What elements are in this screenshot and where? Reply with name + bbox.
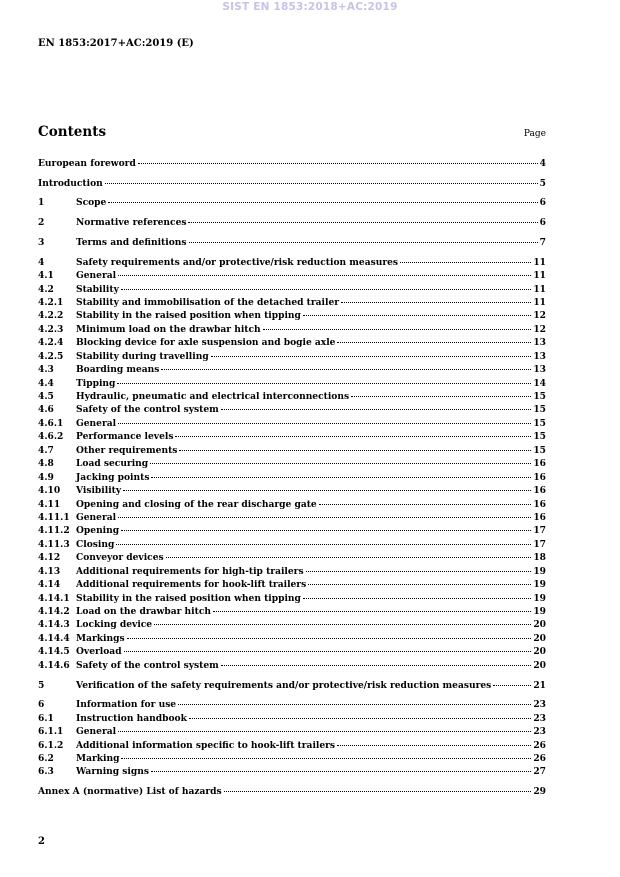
toc-entry-page: 15 <box>533 391 546 403</box>
toc-entry-number: 4.14.6 <box>38 659 70 671</box>
toc-entry-title: Opening <box>76 525 120 537</box>
toc-entry[interactable] <box>38 645 546 658</box>
toc-entry-title: Safety of the control system <box>76 659 219 671</box>
toc-dot-leader <box>493 685 531 686</box>
toc-entry-page: 6 <box>539 197 546 209</box>
toc-entry-page: 29 <box>533 786 546 798</box>
toc-dot-leader <box>123 490 531 491</box>
toc-entry-page: 21 <box>533 679 546 691</box>
toc-entry-page: 11 <box>533 283 546 295</box>
toc-entry[interactable] <box>38 236 546 249</box>
toc-entry[interactable] <box>38 157 546 170</box>
toc-entry[interactable] <box>38 323 546 336</box>
toc-entry-title: Stability and immobilisation of the detached trailer <box>76 296 340 308</box>
toc-dot-leader <box>303 598 531 599</box>
toc-entry[interactable] <box>38 739 546 752</box>
table-of-contents <box>38 157 546 799</box>
toc-entry[interactable] <box>38 785 546 798</box>
toc-entry-number: 4.10 <box>38 485 61 497</box>
toc-entry-page: 15 <box>533 444 546 456</box>
toc-entry[interactable] <box>38 390 546 403</box>
toc-entry-page: 12 <box>533 310 546 322</box>
toc-entry-page: 18 <box>533 552 546 564</box>
toc-entry-page: 7 <box>539 236 546 248</box>
toc-entry-page: 16 <box>533 498 546 510</box>
toc-dot-leader <box>221 409 532 410</box>
toc-entry-number: 4.14 <box>38 579 61 591</box>
toc-entry-number: 4.12 <box>38 552 61 564</box>
toc-entry-number: 4.6.1 <box>38 417 64 429</box>
toc-dot-leader <box>175 436 531 437</box>
toc-entry-number: 4.7 <box>38 444 54 456</box>
toc-entry-page: 26 <box>533 753 546 765</box>
toc-entry-title: Jacking points <box>76 471 150 483</box>
toc-entry-number: 4.2.1 <box>38 296 64 308</box>
toc-entry-number: 4.11.2 <box>38 525 70 537</box>
toc-entry-number: 4.14.2 <box>38 606 70 618</box>
toc-entry[interactable] <box>38 336 546 349</box>
toc-entry[interactable] <box>38 403 546 416</box>
toc-entry-title: Boarding means <box>76 364 160 376</box>
toc-entry[interactable] <box>38 712 546 725</box>
toc-entry-page: 15 <box>533 404 546 416</box>
toc-entry-title: Conveyor devices <box>76 552 164 564</box>
page-number: 2 <box>38 836 45 847</box>
toc-entry-number: 4.1 <box>38 270 54 282</box>
toc-entry-number: 4.6.2 <box>38 431 64 443</box>
toc-entry[interactable] <box>38 725 546 738</box>
toc-dot-leader <box>138 163 538 164</box>
toc-entry[interactable] <box>38 444 546 457</box>
toc-entry-number: 4.11 <box>38 498 61 510</box>
toc-entry[interactable] <box>38 659 546 672</box>
toc-entry-number: 4.14.5 <box>38 646 70 658</box>
toc-entry-page: 6 <box>539 217 546 229</box>
toc-entry-page: 19 <box>533 565 546 577</box>
toc-entry[interactable] <box>38 511 546 524</box>
toc-dot-leader <box>221 665 532 666</box>
toc-entry-number: 5 <box>38 679 45 691</box>
toc-entry-page: 11 <box>533 256 546 268</box>
toc-entry-title: Additional requirements for hook-lift trailers <box>76 579 307 591</box>
toc-dot-leader <box>224 791 532 792</box>
toc-entry[interactable] <box>38 377 546 390</box>
toc-entry-page: 13 <box>533 364 546 376</box>
toc-entry-title: Closing <box>76 538 115 550</box>
toc-dot-leader <box>127 638 532 639</box>
toc-entry[interactable] <box>38 524 546 537</box>
toc-entry-title: General <box>76 511 117 523</box>
toc-dot-leader <box>337 342 531 343</box>
toc-dot-leader <box>161 369 531 370</box>
toc-entry-page: 13 <box>533 350 546 362</box>
toc-entry-title: European foreword <box>38 158 136 169</box>
toc-dot-leader <box>150 463 531 464</box>
toc-entry-title: General <box>76 417 117 429</box>
toc-entry-page: 15 <box>533 431 546 443</box>
toc-entry-number: 6 <box>38 699 45 711</box>
toc-entry[interactable] <box>38 269 546 282</box>
toc-entry-page: 15 <box>533 417 546 429</box>
toc-dot-leader <box>400 262 531 263</box>
toc-entry-title: Other requirements <box>76 444 178 456</box>
toc-dot-leader <box>188 222 537 223</box>
toc-entry-number: 4.2.5 <box>38 350 64 362</box>
toc-entry-number: 4.14.4 <box>38 632 70 644</box>
toc-entry-title: Load securing <box>76 458 149 470</box>
toc-entry[interactable] <box>38 350 546 363</box>
toc-entry[interactable] <box>38 283 546 296</box>
toc-dot-leader <box>116 544 531 545</box>
toc-entry-page: 20 <box>533 632 546 644</box>
toc-dot-leader <box>189 242 538 243</box>
toc-dot-leader <box>189 718 531 719</box>
toc-entry-title: Stability during travelling <box>76 350 209 362</box>
toc-entry[interactable] <box>38 538 546 551</box>
toc-entry-title: Normative references <box>76 217 187 229</box>
toc-entry-page: 23 <box>533 699 546 711</box>
toc-entry-number: 4.14.3 <box>38 619 70 631</box>
toc-entry-title: Safety of the control system <box>76 404 219 416</box>
toc-entry-number: 4.6 <box>38 404 54 416</box>
toc-dot-leader <box>118 275 531 276</box>
toc-entry-title: Markings <box>76 632 125 644</box>
toc-dot-leader <box>121 758 531 759</box>
toc-entry-number: 4.2 <box>38 283 54 295</box>
toc-entry-page: 4 <box>539 158 546 169</box>
toc-entry-number: 3 <box>38 236 45 248</box>
toc-entry-title: Hydraulic, pneumatic and electrical interconnections <box>76 391 350 403</box>
toc-dot-leader <box>151 477 531 478</box>
toc-entry-page: 11 <box>533 270 546 282</box>
toc-entry-page: 20 <box>533 659 546 671</box>
toc-entry-title: Marking <box>76 753 120 765</box>
toc-entry[interactable] <box>38 578 546 591</box>
toc-entry-title: General <box>76 270 117 282</box>
toc-entry-page: 16 <box>533 471 546 483</box>
toc-entry-number: 4.11.1 <box>38 511 70 523</box>
toc-entry[interactable] <box>38 216 546 229</box>
toc-entry-page: 19 <box>533 579 546 591</box>
toc-dot-leader <box>117 383 531 384</box>
toc-entry[interactable] <box>38 430 546 443</box>
toc-entry-title: Locking device <box>76 619 153 631</box>
toc-entry-title: Tipping <box>76 377 116 389</box>
toc-entry-number: 4.4 <box>38 377 54 389</box>
toc-dot-leader <box>121 289 531 290</box>
toc-entry-page: 13 <box>533 337 546 349</box>
toc-dot-leader <box>179 450 531 451</box>
toc-entry-page: 23 <box>533 726 546 738</box>
toc-entry-title: Information for use <box>76 699 177 711</box>
toc-entry-page: 20 <box>533 646 546 658</box>
toc-entry[interactable] <box>38 618 546 631</box>
toc-entry-number: 2 <box>38 217 45 229</box>
toc-entry-page: 19 <box>533 606 546 618</box>
toc-dot-leader <box>351 396 531 397</box>
toc-dot-leader <box>108 202 537 203</box>
toc-entry[interactable] <box>38 565 546 578</box>
toc-entry-page: 26 <box>533 739 546 751</box>
toc-entry[interactable] <box>38 177 546 190</box>
toc-entry-page: 16 <box>533 511 546 523</box>
toc-dot-leader <box>121 530 531 531</box>
toc-entry-number: 4.11.3 <box>38 538 70 550</box>
watermark: SIST EN 1853:2018+AC:2019 <box>222 1 398 13</box>
toc-entry-title: Stability in the raised position when tipping <box>76 592 301 604</box>
toc-entry-page: 20 <box>533 619 546 631</box>
toc-dot-leader <box>118 731 531 732</box>
toc-entry-title: Instruction handbook <box>76 712 187 724</box>
toc-entry-number: 4.2.3 <box>38 323 64 335</box>
toc-entry[interactable] <box>38 196 546 209</box>
toc-entry[interactable] <box>38 484 546 497</box>
toc-entry[interactable] <box>38 296 546 309</box>
toc-entry-title: Blocking device for axle suspension and bogie axle <box>76 337 336 349</box>
toc-dot-leader <box>151 771 531 772</box>
toc-entry[interactable] <box>38 765 546 778</box>
toc-dot-leader <box>105 183 538 184</box>
toc-entry-number: 6.1.1 <box>38 726 64 738</box>
toc-entry-number: 6.1 <box>38 712 54 724</box>
toc-entry-number: 4.8 <box>38 458 54 470</box>
toc-dot-leader <box>263 329 532 330</box>
toc-entry-number: 6.2 <box>38 753 54 765</box>
toc-entry-number: 4.14.1 <box>38 592 70 604</box>
toc-entry-number: 4.3 <box>38 364 54 376</box>
toc-entry-page: 17 <box>533 538 546 550</box>
toc-entry[interactable] <box>38 752 546 765</box>
toc-entry-page: 23 <box>533 712 546 724</box>
toc-entry[interactable] <box>38 363 546 376</box>
toc-dot-leader <box>337 745 531 746</box>
toc-entry-page: 19 <box>533 592 546 604</box>
toc-dot-leader <box>306 571 532 572</box>
toc-entry-page: 11 <box>533 296 546 308</box>
toc-entry[interactable] <box>38 457 546 470</box>
toc-entry-title: Overload <box>76 646 122 658</box>
toc-entry-title: Verification of the safety requirements and/or protective/risk reduction measures <box>76 679 492 691</box>
toc-entry[interactable] <box>38 551 546 564</box>
toc-entry-number: 4.13 <box>38 565 61 577</box>
toc-entry-page: 14 <box>533 377 546 389</box>
toc-entry-page: 27 <box>533 766 546 778</box>
toc-entry[interactable] <box>38 679 546 692</box>
toc-entry-title: Warning signs <box>76 766 149 778</box>
toc-entry-number: 4.5 <box>38 391 54 403</box>
toc-entry-page: 16 <box>533 485 546 497</box>
toc-entry-title: Performance levels <box>76 431 174 443</box>
toc-entry-title: Opening and closing of the rear discharge gate <box>76 498 317 510</box>
document-id: EN 1853:2017+AC:2019 (E) <box>38 38 194 49</box>
toc-dot-leader <box>341 302 531 303</box>
toc-dot-leader <box>303 315 531 316</box>
toc-entry[interactable] <box>38 698 546 711</box>
toc-dot-leader <box>178 704 531 705</box>
toc-entry-page: 5 <box>539 177 546 189</box>
toc-entry-title: General <box>76 726 117 738</box>
toc-entry[interactable] <box>38 605 546 618</box>
toc-entry-number: 4.2.4 <box>38 337 64 349</box>
toc-dot-leader <box>213 611 531 612</box>
toc-entry-title: Introduction <box>38 177 103 189</box>
toc-entry-number: 1 <box>38 197 45 209</box>
toc-entry-title: Minimum load on the drawbar hitch <box>76 323 261 335</box>
toc-dot-leader <box>211 356 532 357</box>
toc-entry-page: 17 <box>533 525 546 537</box>
toc-entry-title: Stability in the raised position when tipping <box>76 310 301 322</box>
toc-entry-number: 4.9 <box>38 471 54 483</box>
toc-entry[interactable] <box>38 592 546 605</box>
toc-entry-number: 6.3 <box>38 766 54 778</box>
page-column-label: Page <box>523 129 546 139</box>
toc-entry[interactable] <box>38 471 546 484</box>
toc-entry[interactable] <box>38 309 546 322</box>
toc-entry-title: Load on the drawbar hitch <box>76 606 211 618</box>
toc-entry-title: Visibility <box>76 485 122 497</box>
toc-entry-title: Scope <box>76 197 107 209</box>
toc-entry-page: 16 <box>533 458 546 470</box>
toc-entry-title: Additional requirements for high-tip trailers <box>76 565 304 577</box>
toc-entry-number: 4 <box>38 256 45 268</box>
toc-entry-number: 4.2.2 <box>38 310 64 322</box>
toc-entry-title: Terms and definitions <box>76 236 187 248</box>
toc-entry-title: Additional information specific to hook-lift trailers <box>76 739 336 751</box>
toc-dot-leader <box>118 423 531 424</box>
contents-title: Contents <box>38 124 107 140</box>
toc-dot-leader <box>118 517 531 518</box>
toc-entry-number: 6.1.2 <box>38 739 64 751</box>
toc-entry-title: Annex A (normative) List of hazards <box>38 786 222 798</box>
toc-dot-leader <box>166 557 532 558</box>
toc-entry[interactable] <box>38 498 546 511</box>
toc-dot-leader <box>154 624 531 625</box>
toc-dot-leader <box>124 651 532 652</box>
toc-entry-title: Safety requirements and/or protective/risk reduction measures <box>76 256 399 268</box>
toc-entry[interactable] <box>38 256 546 269</box>
toc-dot-leader <box>319 504 532 505</box>
toc-dot-leader <box>308 584 531 585</box>
toc-entry[interactable] <box>38 632 546 645</box>
toc-entry-title: Stability <box>76 283 119 295</box>
toc-entry-page: 12 <box>533 323 546 335</box>
toc-entry[interactable] <box>38 417 546 430</box>
